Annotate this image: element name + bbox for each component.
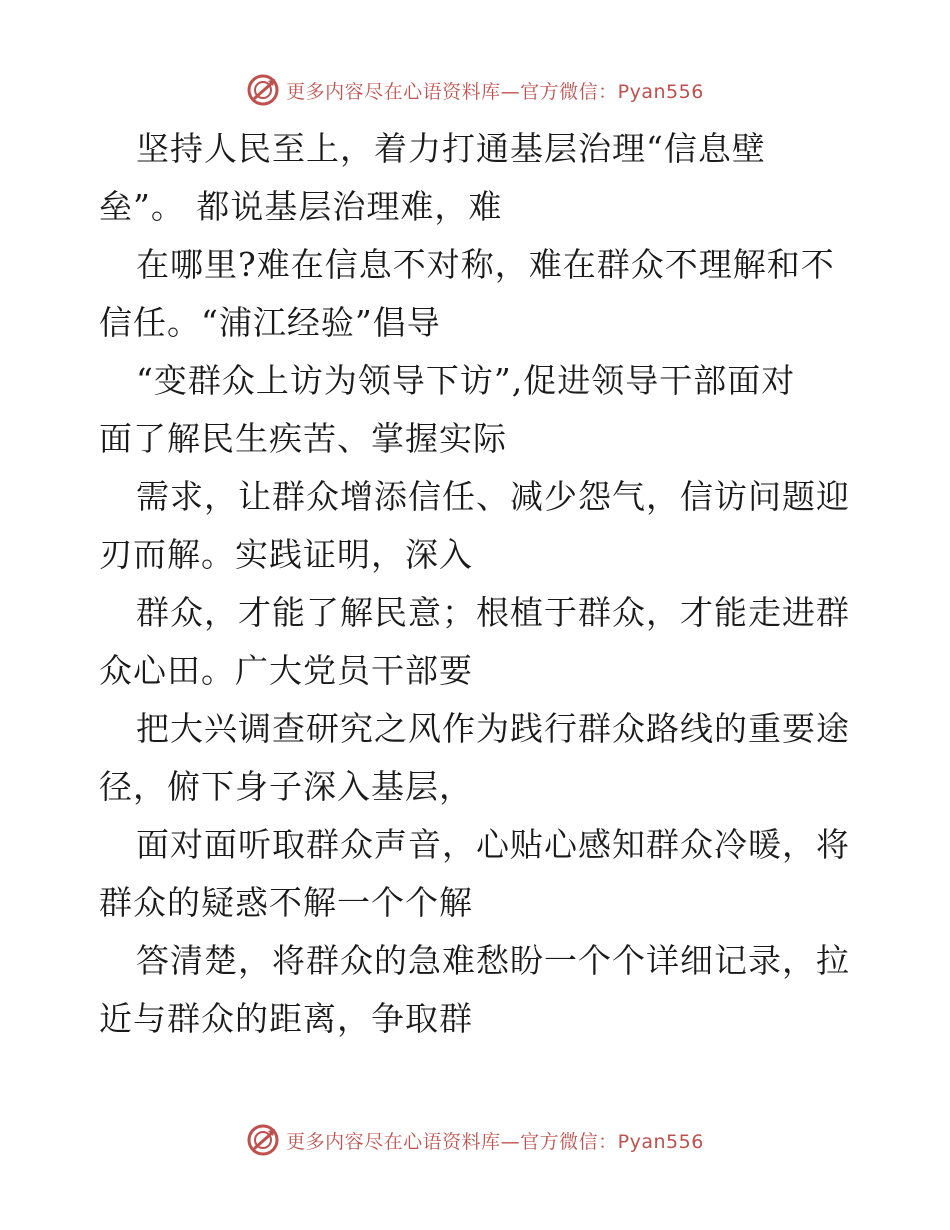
text-line: 答清楚，将群众的急难愁盼一个个详细记录，拉	[136, 941, 850, 980]
text-line: “变群众上访为领导下访”,促进领导干部面对	[136, 361, 796, 400]
text-line: 群众的疑惑不解一个个解	[99, 883, 473, 922]
text-line: 近与群众的距离，争取群	[99, 999, 473, 1038]
text-line: 在哪里?难在信息不对称，难在群众不理解和不	[136, 245, 835, 284]
footer-watermark	[0, 1120, 950, 1160]
document-body	[99, 120, 859, 1048]
logo-icon	[246, 1123, 280, 1157]
watermark-text: 更多内容尽在心语资料库—官方微信：Pyan556	[286, 80, 704, 103]
text-line: 需求，让群众增添信任、减少怨气，信访问题迎	[136, 477, 850, 516]
watermark-text: 更多内容尽在心语资料库—官方微信：Pyan556	[286, 1130, 704, 1153]
header-watermark	[0, 70, 950, 110]
text-line: 把大兴调查研究之风作为践行群众路线的重要途	[136, 709, 850, 748]
text-line: 面对面听取群众声音，心贴心感知群众冷暖，将	[136, 825, 850, 864]
logo-icon	[246, 73, 280, 107]
text-line: 群众，才能了解民意；根植于群众，才能走进群	[136, 593, 850, 632]
text-line: 面了解民生疾苦、掌握实际	[99, 419, 507, 458]
text-line: 垒”。 都说基层治理难，难	[99, 187, 503, 226]
text-line: 径，俯下身子深入基层，	[99, 767, 473, 806]
text-line: 刃而解。实践证明，深入	[99, 535, 473, 574]
text-line: 众心田。广大党员干部要	[99, 651, 473, 690]
text-line: 信任。“浦江经验”倡导	[99, 303, 441, 342]
text-line: 坚持人民至上，着力打通基层治理“信息壁	[136, 129, 766, 168]
